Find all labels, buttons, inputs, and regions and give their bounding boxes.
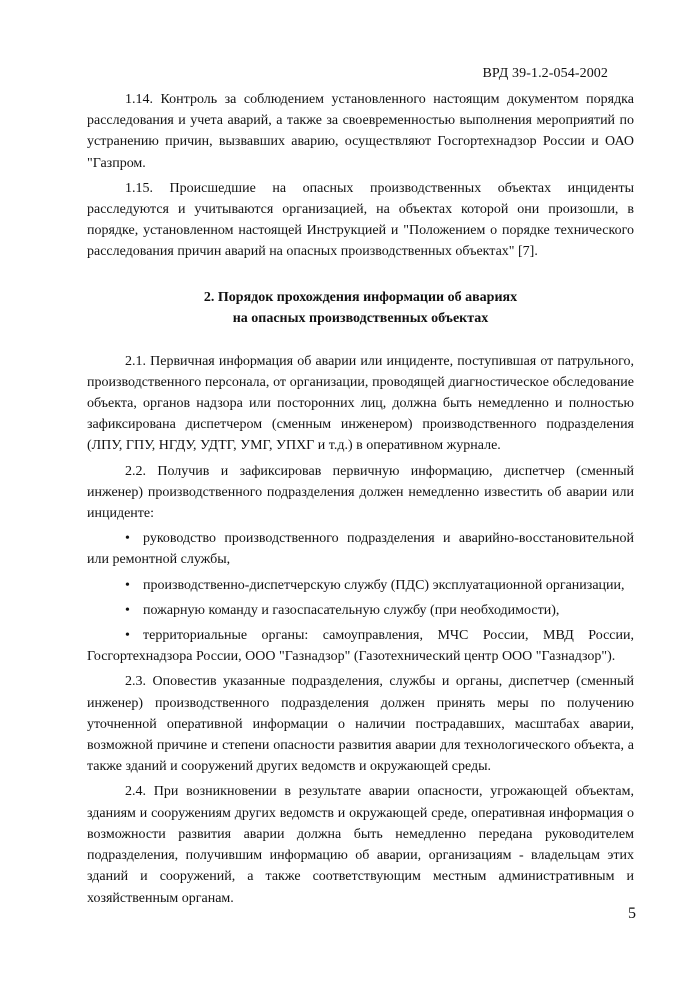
paragraph-2-3: 2.3. Оповестив указанные подразделения, службы и органы, диспетчер (сменный инженер) производственного подразделения должен принять меры по получению уточненной оперативной информации о наличии пострадавших, масштабах аварии, возможной причине и степени опасности развития аварии для технологического объекта, а также зданий и сооружений других ведомств и окружающей среды. <box>87 674 634 775</box>
list-item <box>87 625 634 667</box>
paragraph-2-2: 2.2. Получив и зафиксировав первичную информацию, диспетчер (сменный инженер) производственного подразделения должен немедленно известить об аварии или инциденте: <box>87 463 634 522</box>
list-item <box>87 575 634 596</box>
page-number: 5 <box>628 905 636 922</box>
bullet-icon: • <box>125 531 130 547</box>
section-title-line-1: 2. Порядок прохождения информации об авариях <box>203 289 518 305</box>
list-item-text: территориальные органы: самоуправления, МЧС России, МВД России, Госгортехнадзора России, ООО "Газнадзор" (Газотехнический центр ООО "Газнадзор"). <box>87 628 634 665</box>
list-item-text: пожарную команду и газоспасательную службу (при необходимости), <box>143 602 560 618</box>
paragraph-2-4: 2.4. При возникновении в результате аварии опасности, угрожающей объектам, зданиям и сооружениям других ведомств и окружающей среде, оперативная информация о возможности развития аварии должна быть немедленно передана руководителем подразделения, получившим информацию об аварии, организациям - владельцам этих зданий и сооружений, а также соответствующим местным административным и хозяйственным органам. <box>87 784 634 906</box>
bullet-icon: • <box>125 628 130 644</box>
paragraph-1-15: 1.15. Происшедшие на опасных производственных объектах инциденты расследуются и учитываются организацией, на объектах которой они произошли, в порядке, установленном настоящей Инструкцией и "Положением о порядке технического расследования причин аварий на опасных производственных объектах" [7]. <box>87 180 634 260</box>
bullet-icon: • <box>125 577 130 593</box>
page-content <box>87 89 634 913</box>
list-item-text: производственно-диспетчерскую службу (ПДС) эксплуатационной организации, <box>143 577 625 593</box>
document-code: ВРД 39-1.2-054-2002 <box>482 66 608 81</box>
list-item <box>87 600 634 621</box>
list-item-text: руководство производственного подразделения и аварийно-восстановительной или ремонтной службы, <box>87 531 634 568</box>
paragraph-2-1: 2.1. Первичная информация об аварии или инциденте, поступившая от патрульного, производственного персонала, от организации, проводящей диагностическое обследование объекта, органов надзора или посторонних лиц, должна быть немедленно и полностью зафиксирована диспетчером (сменным инженером) производственного подразделения (ЛПУ, ГПУ, НГДУ, УДТГ, УМГ, УПХГ и т.д.) в оперативном журнале. <box>87 353 634 454</box>
notification-list <box>87 528 634 667</box>
paragraph-1-14: 1.14. Контроль за соблюдением установленного настоящим документом порядка расследования и учета аварий, а также за своевременностью выполнения мероприятий по устранению причин, вызвавших аварию, осуществляют Госгортехнадзор России и ОАО "Газпром. <box>87 92 634 171</box>
bullet-icon: • <box>125 602 130 618</box>
section-title-line-2: на опасных производственных объектах <box>232 310 489 326</box>
section-title <box>87 287 634 329</box>
list-item <box>87 528 634 570</box>
